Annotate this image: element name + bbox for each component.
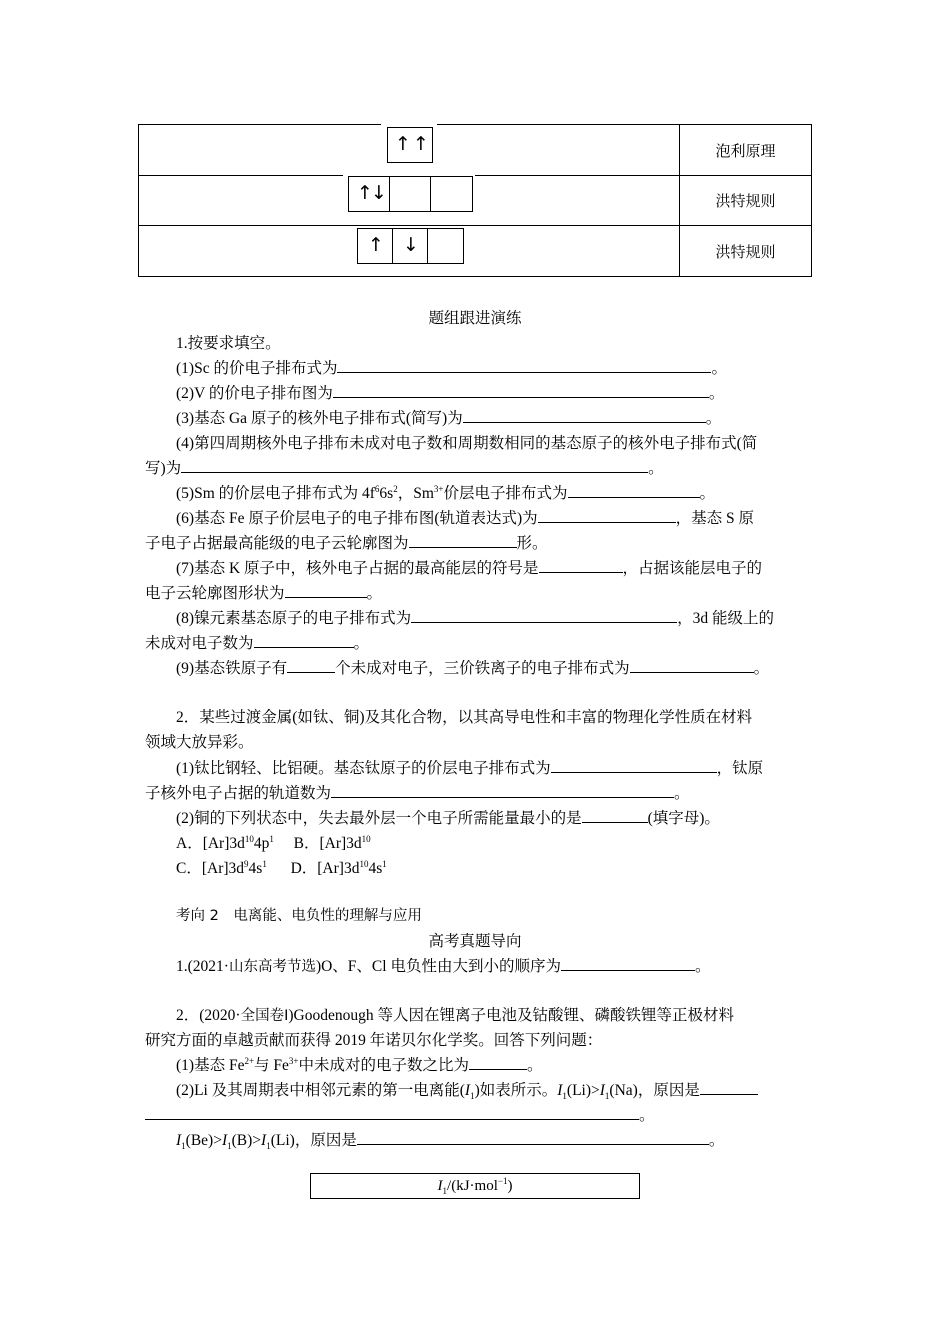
answer-blank[interactable] (411, 607, 677, 623)
answer-blank[interactable] (285, 582, 367, 598)
options-line (176, 856, 387, 878)
orbital-rule-table (138, 124, 812, 277)
punct: 。 (648, 460, 664, 477)
orbital-box (388, 128, 432, 162)
punct: 。 (705, 410, 722, 427)
question-text: (5)Sm 的价层电子排布式为 4f (176, 485, 375, 502)
punct: 。 (753, 660, 770, 677)
answer-blank[interactable] (254, 632, 354, 648)
table-row (139, 125, 812, 176)
table-row (139, 226, 812, 277)
question-text: 2．(2020· (176, 1007, 241, 1024)
punct: 。 (708, 385, 725, 402)
rule-cell: 洪特规则 (680, 176, 812, 226)
question-text: 与 Fe (254, 1057, 289, 1074)
orbital-diagram-cell (139, 125, 680, 176)
answer-blank[interactable] (539, 557, 623, 573)
orbital-box (390, 177, 431, 211)
question-text: )Goodenough 等人因在锂离子电池及钴酸锂、磷酸铁锂等正极材料 (288, 1007, 734, 1024)
question-text: ，钛原 (716, 760, 764, 777)
question-line: (2)Li 及其周期表中相邻元素的第一电离能$(I_1)$如表所示。$I_1(Li)>I_1(Na)$，原因是 (176, 1078, 758, 1100)
question-text: 电子云轮廓图形状为 (145, 585, 285, 602)
answer-blank[interactable] (463, 407, 706, 423)
answer-blank[interactable] (700, 1079, 758, 1095)
answer-blank[interactable] (630, 657, 754, 673)
question-text: (3)基态 Ga 原子的核外电子排布式(简写)为 (176, 410, 463, 427)
down-arrow-icon: ↓ (403, 234, 419, 256)
section-heading: 考向 2 电离能、电负性的理解与应用 (176, 908, 422, 924)
answer-blank[interactable] (331, 782, 674, 798)
orbital-box (431, 177, 471, 211)
question-text: ，3d 能级上的 (677, 610, 774, 627)
question-line (145, 1103, 655, 1125)
question-text: (B)> (231, 1132, 262, 1149)
option-b[interactable]: B．$[Ar]3d^{10}$ (293, 833, 371, 852)
answer-blank[interactable] (333, 382, 709, 398)
punct: 。 (711, 360, 727, 377)
question-text: (填字母)。 (647, 810, 720, 827)
question-line (145, 581, 382, 603)
punct: 。 (639, 1107, 655, 1124)
question-text: 6s (379, 485, 394, 502)
answer-blank[interactable] (409, 532, 517, 548)
orbital-box (349, 177, 390, 211)
superscript: 6 (374, 483, 380, 494)
down-arrow-icon: ↓ (371, 182, 387, 204)
superscript: 3+ (433, 483, 444, 494)
options-line (176, 831, 371, 853)
question-text: (2)V 的价电子排布图为 (176, 385, 333, 402)
question-line (176, 756, 763, 778)
punct: 。 (699, 485, 716, 502)
question-line (176, 406, 721, 428)
question-head: 领域大放异彩。 (145, 734, 254, 751)
answer-blank[interactable] (181, 457, 648, 473)
question-text: 子电子占据最高能级的电子云轮廓图为 (145, 535, 409, 552)
question-text: (7)基态 K 原子中，核外电子占据的最高能层的符号是 (176, 560, 539, 577)
question-text: 形。 (516, 535, 548, 552)
question-line (176, 381, 724, 403)
question-line (176, 806, 720, 828)
question-text: 写)为 (145, 460, 182, 477)
question-line (176, 556, 762, 578)
question-text: 价层电子排布式为 (443, 485, 568, 502)
question-line (176, 356, 727, 378)
answer-blank[interactable] (561, 955, 695, 971)
punct: 。 (353, 635, 370, 652)
punct: 。 (674, 785, 690, 802)
question-text: 研究方面的卓越贡献而获得 2019 年诺贝尔化学奖。回答下列问题： (145, 1032, 603, 1049)
question-text: 1.(2021· (176, 958, 229, 975)
option-a[interactable]: A．$[Ar]3d^{10}4p^1$ (176, 833, 274, 852)
punct: 。 (366, 585, 383, 602)
question-line (176, 1003, 734, 1025)
question-line (176, 481, 715, 503)
question-text: ，基态 S 原 (675, 510, 755, 527)
question-text: ，Sm (397, 485, 434, 502)
question-text: (Li)，原因是 (270, 1132, 357, 1149)
question-line (145, 531, 548, 553)
up-arrow-icon: ↑ (413, 133, 429, 155)
section-subtitle: 高考真题导向 (428, 933, 522, 950)
question-text: (4)第四周期核外电子排布未成对电子数和周期数相同的基态原子的核外电子排布式(简 (176, 435, 758, 452)
question-text: (2)铜的下列状态中，失去最外层一个电子所需能量最小的是 (176, 810, 582, 827)
answer-blank[interactable] (287, 657, 335, 673)
question-text: 个未成对电子，三价铁离子的电子排布式为 (335, 660, 630, 677)
question-text: (Li)> (566, 1082, 600, 1099)
question-text: (1)Sc 的价电子排布式为 (176, 360, 338, 377)
question-text: 中未成对的电子数之比为 (298, 1057, 470, 1074)
question-head: 2．某些过渡金属(如钛、铜)及其化合物，以其高导电性和丰富的物理化学性质在材料 (176, 709, 753, 726)
question-line (145, 781, 690, 803)
question-line: (1)基态 $Fe^{2+}$与 $Fe^{3+}$中未成对的电子数之比为 。 (176, 1055, 543, 1074)
orbital-box (358, 229, 393, 263)
orbital-box-group (348, 176, 473, 212)
question-line (176, 506, 754, 528)
question-line (145, 456, 664, 478)
answer-blank[interactable] (582, 807, 648, 823)
answer-blank[interactable] (538, 507, 676, 523)
source-label: 全国卷Ⅰ (240, 1008, 289, 1024)
option-d[interactable]: D．$[Ar]3d^{10}4s^1$ (290, 858, 387, 877)
orbital-box (393, 229, 428, 263)
up-arrow-icon: ↑ (368, 234, 384, 256)
question-text: 未成对电子数为 (145, 635, 254, 652)
answer-blank[interactable] (469, 1054, 527, 1070)
orbital-diagram-cell (139, 226, 680, 277)
question-line (176, 656, 769, 678)
rule-cell: 洪特规则 (680, 226, 812, 277)
question-text: (1)钛比钢轻、比铝硬。基态钛原子的价层电子排布式为 (176, 760, 551, 777)
answer-blank[interactable] (551, 757, 717, 773)
question-text: 子核外电子占据的轨道数为 (145, 785, 332, 802)
answer-blank[interactable] (568, 482, 700, 498)
question-text: (1)基态 Fe (176, 1057, 245, 1074)
superscript: 2 (393, 483, 398, 494)
answer-blank[interactable] (145, 1104, 639, 1120)
rule-cell: 泡利原理 (680, 125, 812, 176)
question-text: (Na)，原因是 (609, 1082, 700, 1099)
answer-blank[interactable] (337, 357, 711, 373)
answer-blank[interactable] (357, 1129, 709, 1145)
question-text: (9)基态铁原子有 (176, 660, 288, 677)
question-text: (8)镍元素基态原子的电子排布式为 (176, 610, 412, 627)
orbital-box-group (387, 127, 433, 163)
question-line (176, 606, 774, 628)
question-text: )O、F、Cl 电负性由大到小的顺序为 (315, 958, 561, 975)
punct: 。 (527, 1057, 543, 1074)
question-head: 1.按要求填空。 (176, 335, 281, 352)
section-title: 题组跟进演练 (428, 310, 522, 327)
option-c[interactable]: C．$[Ar]3d^94s^1$ (176, 858, 267, 877)
orbital-box-group (357, 228, 464, 264)
question-line (176, 954, 710, 976)
question-text: (Be)> (185, 1132, 222, 1149)
punct: 。 (694, 958, 711, 975)
question-text: (6)基态 Fe 原子价层电子的电子排布图(轨道表达式)为 (176, 510, 538, 527)
question-text: (2)Li 及其周期表中相邻元素的第一电离能( (176, 1082, 465, 1099)
question-text: ，占据该能层电子的 (622, 560, 763, 577)
table-row (139, 176, 812, 226)
source-label: 山东高考节选 (228, 959, 316, 975)
question-text: )如表所示。 (474, 1082, 558, 1099)
punct: 。 (708, 1132, 725, 1149)
ionization-energy-table-header: $I_1/(kJ\cdot mol^{-1})$ (310, 1173, 640, 1199)
question-line (145, 631, 369, 653)
orbital-diagram-cell (139, 176, 680, 226)
up-arrow-icon: ↑ (357, 182, 373, 204)
question-line: $I_1(Be)>I_1(B)>I_1(Li)$，原因是 。 (176, 1128, 724, 1150)
up-arrow-icon: ↑ (395, 133, 411, 155)
orbital-box (428, 229, 462, 263)
